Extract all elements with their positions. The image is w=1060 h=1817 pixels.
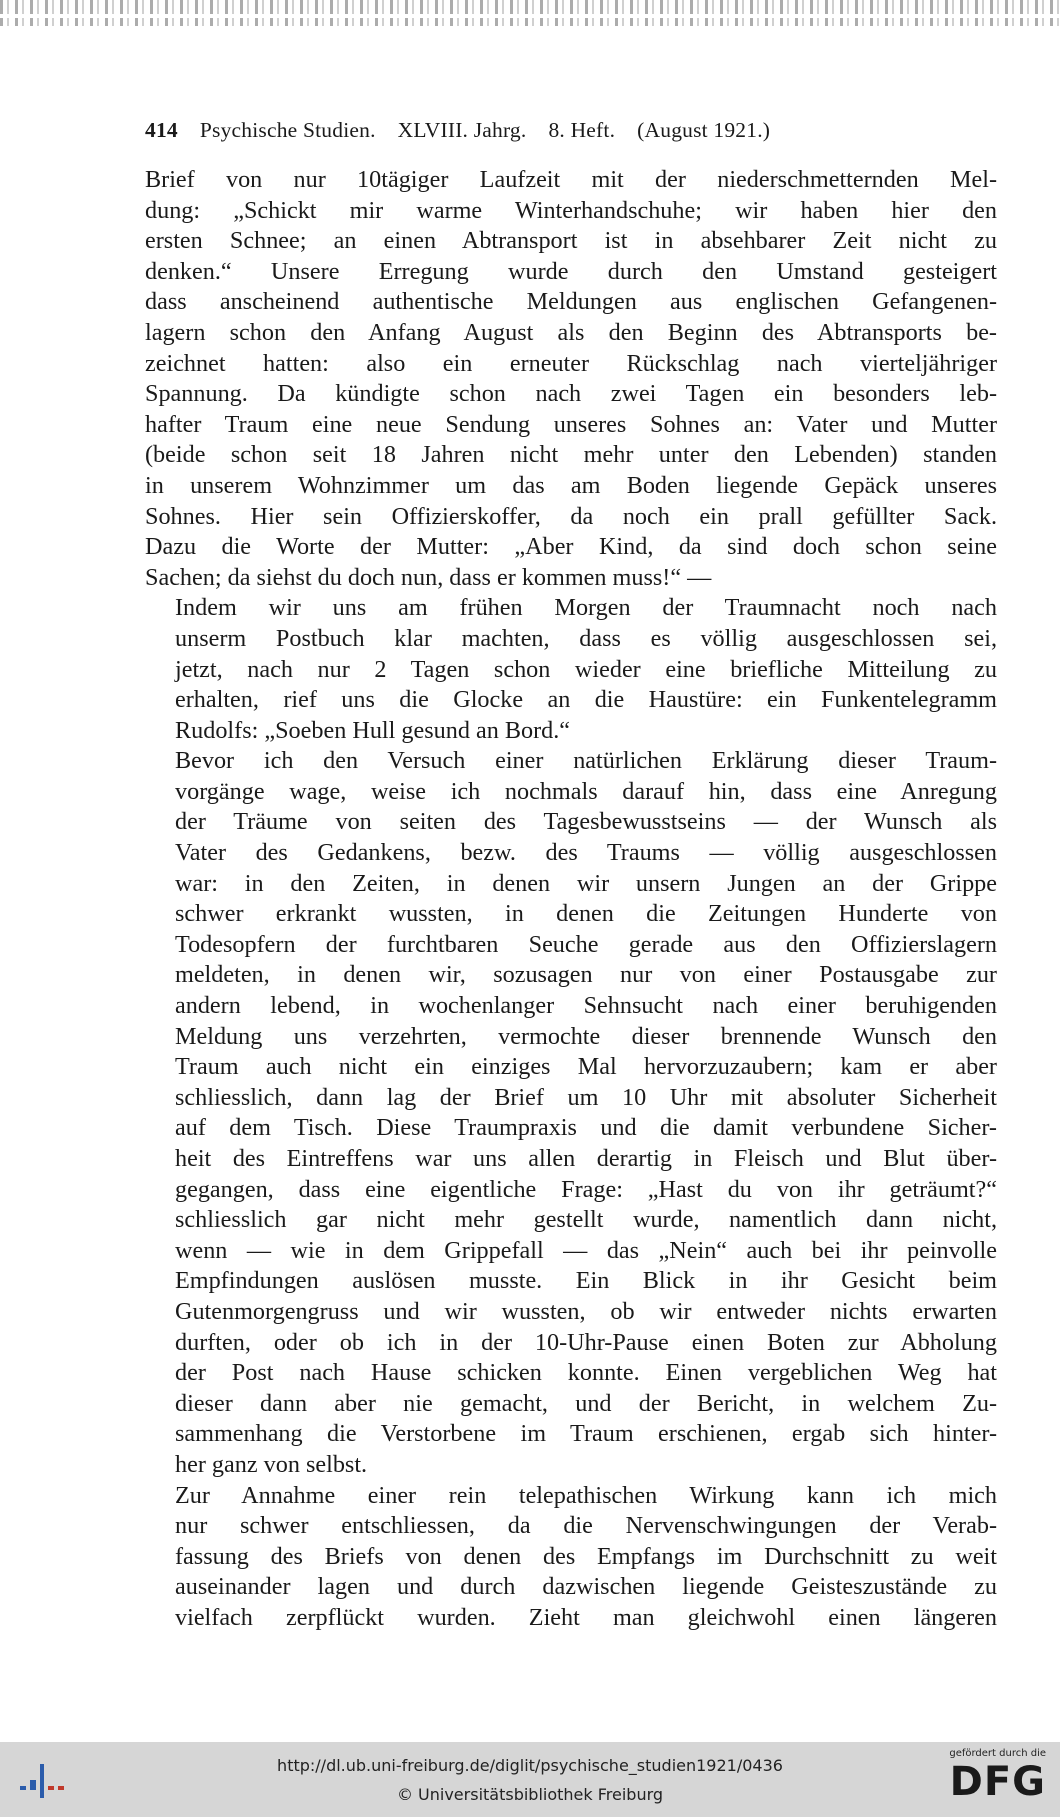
paragraph [145,593,997,746]
text-line: andern lebend, in wochenlanger Sehnsucht nach einer beruhigenden [175,992,997,1020]
text-line: hafter Traum eine neue Sendung unseres Sohnes an: Vater und Mutter [145,410,997,438]
dfg-logo[interactable] [926,1748,1046,1812]
text-line: sammenhang die Verstorbene im Traum erschienen, ergab sich hinter- [175,1420,997,1448]
text-line: Brief von nur 10tägiger Laufzeit mit der niederschmetternden Mel- [145,166,997,193]
text-line: denken.“ Unsere Erregung wurde durch den Umstand gesteigert [145,257,997,285]
text-line: heit des Eintreffens war uns allen derartig in Fleisch und Blut über- [175,1145,997,1172]
text-line: vorgänge wage, weise ich nochmals darauf hin, dass eine Anregung [175,777,997,805]
copyright-notice: © Universitätsbibliothek Freiburg [396,1785,664,1804]
text-line: (beide schon seit 18 Jahren nicht mehr unter den Lebenden) standen [145,441,997,469]
paragraph [145,1481,997,1634]
journal-title: Psychische Studien. [199,118,376,142]
text-line: dieser dann aber nie gemacht, und der Bericht, in welchem Zu- [175,1389,997,1417]
text-line: vielfach zerpflückt wurden. Zieht man gleichwohl einen längeren [175,1603,997,1631]
text-line: der Träume von seiten des Tagesbewusstseins — der Wunsch als [175,808,997,836]
funder-note: gefördert durch die [949,1748,1046,1759]
text-line: zeichnet hatten: also ein erneuter Rückschlag nach vierteljähriger [145,349,997,377]
text-line: Rudolfs: „Soeben Hull gesund an Bord.“ [175,716,571,744]
running-head [145,118,997,143]
text-line: Bevor ich den Versuch einer natürlichen Erklärung dieser Traum- [175,747,997,775]
paragraph [145,746,997,1480]
text-line: unserm Postbuch klar machten, dass es völlig ausgeschlossen sei, [175,624,997,652]
text-line: der Post nach Hause schicken konnte. Einen vergeblichen Weg hat [175,1359,997,1387]
text-line: her ganz von selbst. [175,1450,368,1478]
text-line: Dazu die Worte der Mutter: „Aber Kind, da sind doch schon seine [145,533,997,561]
text-line: schliesslich gar nicht mehr gestellt wurde, namentlich dann nicht, [175,1206,997,1234]
text-line: durften, oder ob ich in der 10-Uhr-Pause einen Boten zur Abholung [175,1328,997,1356]
text-line: dung: „Schickt mir warme Winterhandschuhe; wir haben hier den [145,196,997,224]
text-line: Indem wir uns am frühen Morgen der Traumnacht noch nach [175,594,997,622]
text-line: meldeten, in denen wir, sozusagen nur von einer Postausgabe zur [175,961,997,989]
paragraph [145,165,997,593]
text-line: schwer erkrankt wussten, in denen die Zeitungen Hunderte von [175,900,997,928]
footer-bar [0,1742,1060,1817]
issue: 8. Heft. [548,118,616,142]
text-line: war: in den Zeiten, in denen wir unsern Jungen an der Grippe [175,869,997,897]
text-line: Empfindungen auslösen musste. Ein Blick in ihr Gesicht beim [175,1267,997,1295]
text-line: gegangen, dass eine eigentliche Frage: „Hast du von ihr geträumt?“ [175,1175,997,1203]
text-line: Spannung. Da kündigte schon nach zwei Tagen ein besonders leb- [145,380,997,408]
text-line: wenn — wie in dem Grippefall — das „Nein“ auch bei ihr peinvolle [175,1236,997,1264]
text-line: Sohnes. Hier sein Offizierskoffer, da noch ein prall gefüllter Sack. [145,502,997,530]
scan-edge-noise [0,0,1060,40]
text-line: lagern schon den Anfang August als den Beginn des Abtransports be- [145,318,997,346]
text-line: Todesopfern der furchtbaren Seuche gerade aus den Offizierslagern [175,930,997,958]
text-line: Gutenmorgengruss und wir wussten, ob wir entweder nichts erwarten [175,1297,997,1325]
text-line: schliesslich, dann lag der Brief um 10 Uhr mit absoluter Sicherheit [175,1083,997,1111]
text-line: Meldung uns verzehrten, vermochte dieser brennende Wunsch den [175,1022,997,1050]
text-line: Sachen; da siehst du doch nun, dass er kommen muss!“ — [145,563,712,591]
text-line: in unserem Wohnzimmer um das am Boden liegende Gepäck unseres [145,471,997,499]
text-line: Zur Annahme einer rein telepathischen Wirkung kann ich mich [175,1481,997,1509]
text-line: nur schwer entschliessen, da die Nervenschwingungen der Verab- [175,1512,997,1540]
volume: XLVIII. Jahrg. [397,118,527,142]
source-url[interactable]: http://dl.ub.uni-freiburg.de/diglit/psychische_studien1921/0436 [277,1756,783,1775]
text-line: auseinander lagen und durch dazwischen liegende Geisteszustände zu [175,1573,997,1601]
text-line: Vater des Gedankens, bezw. des Traums — völlig ausgeschlossen [175,839,997,867]
document-page [145,118,997,1634]
text-line: ersten Schnee; an einen Abtransport ist in absehbarer Zeit nicht zu [145,227,997,255]
issue-date: (August 1921.) [637,118,771,142]
text-line: jetzt, nach nur 2 Tagen schon wieder eine briefliche Mitteilung zu [175,655,997,683]
body-text [145,165,997,1634]
page-number: 414 [145,118,178,142]
text-line: Traum auch nicht ein einziges Mal hervorzuzaubern; kam er aber [175,1053,997,1081]
text-line: auf dem Tisch. Diese Traumpraxis und die damit verbundene Sicher- [175,1114,997,1142]
text-line: erhalten, rief uns die Glocke an die Haustüre: ein Funkentelegramm [175,686,997,714]
text-line: dass anscheinend authentische Meldungen aus englischen Gefangenen- [145,288,997,316]
text-line: fassung des Briefs von denen des Empfangs im Durchschnitt zu weit [175,1542,997,1570]
dfg-logo-text: DFG [949,1759,1046,1805]
